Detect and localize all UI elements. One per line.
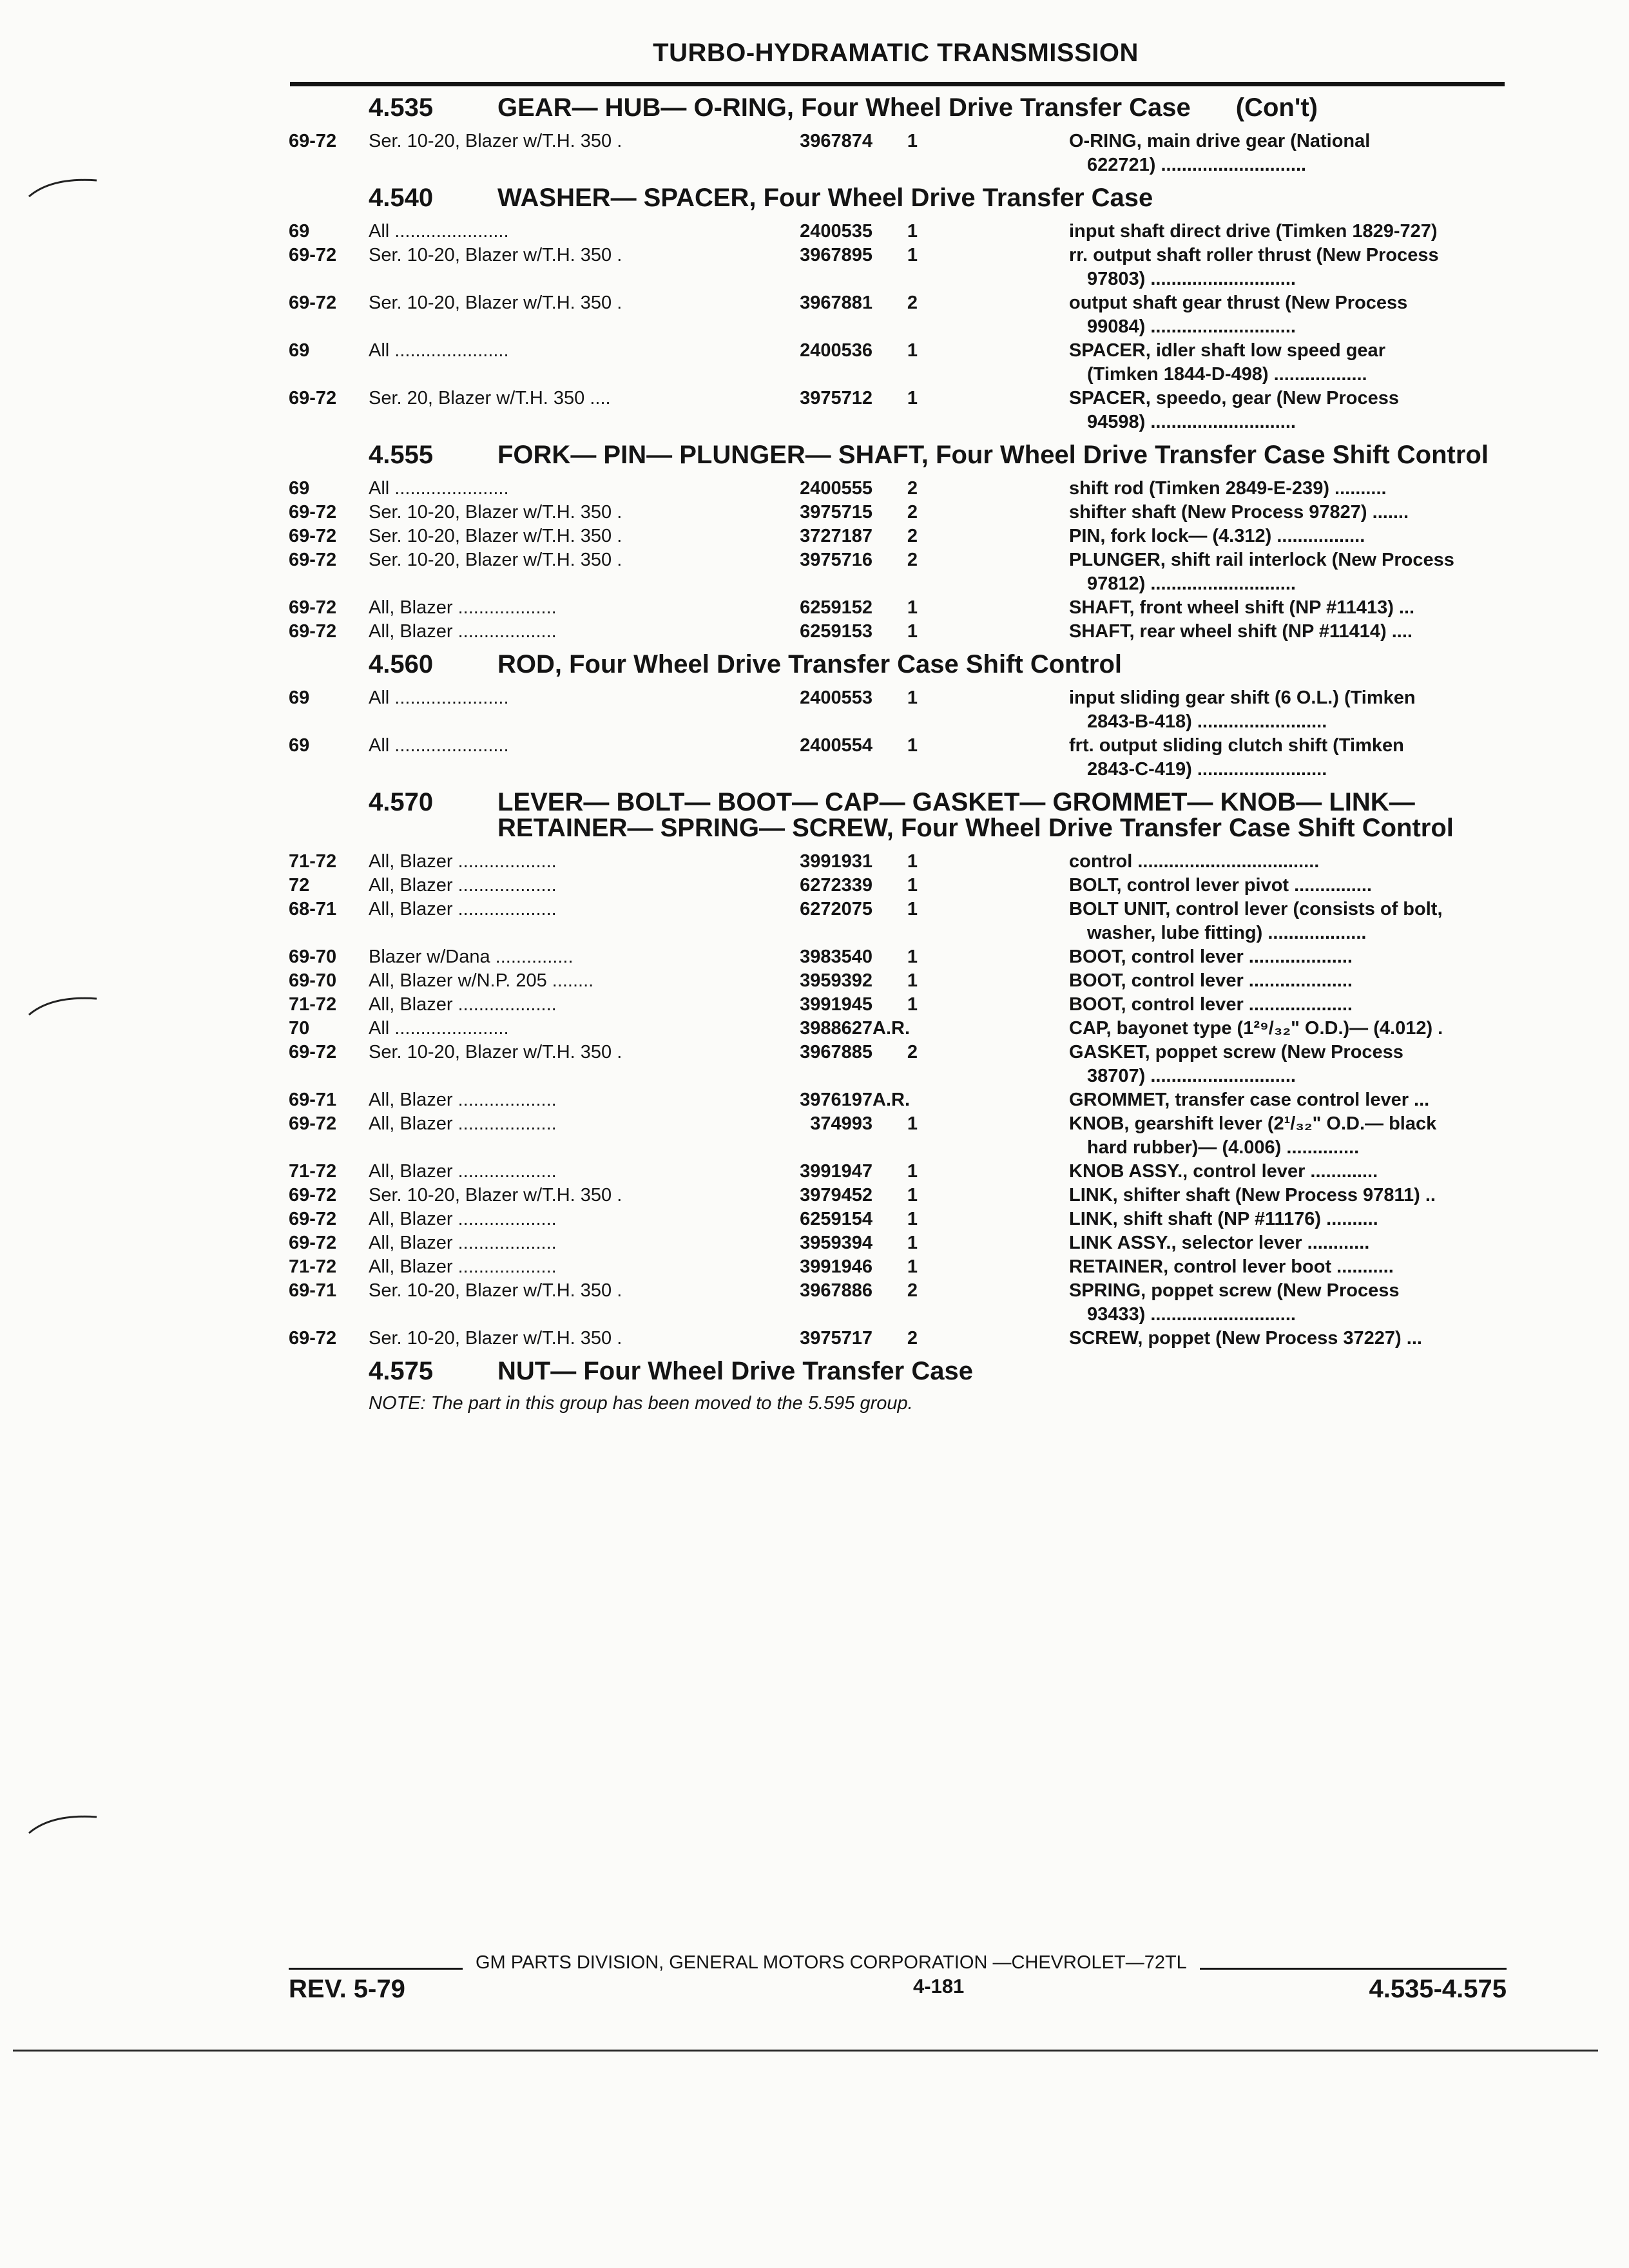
section-heading — [289, 789, 1507, 841]
quantity: 1 — [907, 597, 918, 618]
model-years: 69-72 — [289, 1328, 337, 1349]
part-number: 3975716 — [800, 550, 872, 570]
part-description: SHAFT, front wheel shift (NP #11413) ... — [1069, 597, 1415, 618]
table-row — [289, 1327, 1507, 1350]
table-row — [289, 1231, 1507, 1255]
quantity: 2 — [907, 1328, 918, 1349]
model-years: 69-72 — [289, 293, 337, 313]
part-description: SPACER, idler shaft low speed gear — [1069, 340, 1385, 361]
part-description: control ................................... — [1069, 851, 1320, 872]
quantity: 1 — [907, 1113, 918, 1134]
application: Ser. 10-20, Blazer w/T.H. 350 . — [369, 502, 622, 523]
revision-label: REV. 5-79 — [289, 1975, 405, 2003]
table-row — [289, 596, 1507, 620]
part-number: 6272075 — [800, 899, 872, 919]
quantity: 2 — [907, 293, 918, 313]
footer-rule-left — [289, 1968, 463, 1970]
part-number: 2400536 — [800, 340, 872, 361]
section-note: NOTE: The part in this group has been moved to the 5.595 group. — [369, 1393, 913, 1414]
scan-mark — [26, 1804, 103, 1843]
part-description: PLUNGER, shift rail interlock (New Process — [1069, 550, 1454, 570]
application: All, Blazer ................... — [369, 1161, 557, 1182]
application: All ...................... — [369, 687, 509, 708]
quantity: A.R. — [872, 1090, 910, 1110]
section-number: 4.540 — [369, 184, 434, 212]
part-description: 99084) ............................ — [1087, 316, 1296, 337]
quantity: 1 — [907, 245, 918, 265]
page-bottom-rule — [13, 2050, 1598, 2052]
quantity: 1 — [907, 1185, 918, 1206]
part-description: 2843-C-419) ......................... — [1087, 759, 1327, 780]
quantity: 2 — [907, 526, 918, 546]
section-title: LEVER— BOLT— BOOT— CAP— GASKET— GROMMET— KNOB— LINK— RETAINER— SPRING— SCREW, Four Wheel Drive Transfer Case Shift Control — [497, 788, 1454, 842]
application: All, Blazer ................... — [369, 1256, 557, 1277]
application: All ...................... — [369, 735, 509, 756]
application: All, Blazer ................... — [369, 875, 557, 896]
section-title: GEAR— HUB— O-RING, Four Wheel Drive Transfer Case (Con't) — [497, 93, 1318, 122]
quantity: 1 — [907, 340, 918, 361]
application: Ser. 10-20, Blazer w/T.H. 350 . — [369, 1280, 622, 1301]
part-description: O-RING, main drive gear (National — [1069, 131, 1371, 151]
part-description: 38707) ............................ — [1087, 1066, 1296, 1086]
part-number: 3991931 — [800, 851, 872, 872]
quantity: 2 — [907, 550, 918, 570]
section-title: WASHER— SPACER, Four Wheel Drive Transfer Case — [497, 184, 1153, 212]
model-years: 70 — [289, 1018, 310, 1039]
application: Ser. 10-20, Blazer w/T.H. 350 . — [369, 1185, 622, 1206]
page-number: 4-181 — [913, 1975, 965, 1997]
application: Ser. 10-20, Blazer w/T.H. 350 . — [369, 526, 622, 546]
part-number: 3988627 — [800, 1018, 872, 1039]
model-years: 69-72 — [289, 245, 337, 265]
model-years: 71-72 — [289, 851, 337, 872]
part-number: 3967895 — [800, 245, 872, 265]
part-description: 97803) ............................ — [1087, 269, 1296, 289]
scan-mark — [26, 989, 103, 1028]
part-number: 6272339 — [800, 875, 872, 896]
table-row — [289, 1017, 1507, 1041]
continued-label: (Con't) — [1235, 93, 1318, 122]
part-description: 93433) ............................ — [1087, 1304, 1296, 1325]
section-heading — [289, 651, 1507, 677]
part-description: KNOB, gearshift lever (2¹/₃₂" O.D.— black — [1069, 1113, 1437, 1134]
group-range: 4.535-4.575 — [1369, 1975, 1507, 2003]
part-number: 2400554 — [800, 735, 872, 756]
part-description: LINK, shifter shaft (New Process 97811) .. — [1069, 1185, 1436, 1206]
model-years: 69-72 — [289, 502, 337, 523]
part-number: 3959392 — [800, 970, 872, 991]
table-row — [289, 1184, 1507, 1207]
section-number: 4.555 — [369, 441, 434, 469]
application: All, Blazer ................... — [369, 621, 557, 642]
part-number: 3983540 — [800, 947, 872, 967]
section-number: 4.535 — [369, 93, 434, 122]
quantity: 2 — [907, 502, 918, 523]
application: All, Blazer ................... — [369, 597, 557, 618]
application: All, Blazer ................... — [369, 1113, 557, 1134]
model-years: 69-72 — [289, 1209, 337, 1229]
table-row — [289, 898, 1507, 945]
quantity: A.R. — [872, 1018, 910, 1039]
table-row — [289, 1279, 1507, 1327]
application: All, Blazer ................... — [369, 851, 557, 872]
model-years: 69-72 — [289, 597, 337, 618]
table-row — [289, 1160, 1507, 1184]
quantity: 1 — [907, 131, 918, 151]
part-description: KNOB ASSY., control lever ............. — [1069, 1161, 1378, 1182]
table-row — [289, 387, 1507, 434]
table-row — [289, 1088, 1507, 1112]
part-description: input shaft direct drive (Timken 1829-727) — [1069, 221, 1438, 242]
application: All ...................... — [369, 340, 509, 361]
table-row — [289, 130, 1507, 177]
part-description: PIN, fork lock— (4.312) ................. — [1069, 526, 1365, 546]
model-years: 69-72 — [289, 1185, 337, 1206]
application: All, Blazer w/N.P. 205 ........ — [369, 970, 594, 991]
application: All, Blazer ................... — [369, 1233, 557, 1253]
quantity: 1 — [907, 994, 918, 1015]
model-years: 69-72 — [289, 1113, 337, 1134]
quantity: 1 — [907, 899, 918, 919]
part-number: 3727187 — [800, 526, 872, 546]
quantity: 1 — [907, 621, 918, 642]
table-row — [289, 945, 1507, 969]
application: Ser. 10-20, Blazer w/T.H. 350 . — [369, 550, 622, 570]
model-years: 69 — [289, 340, 310, 361]
table-row — [289, 850, 1507, 874]
model-years: 69-72 — [289, 1042, 337, 1062]
part-number: 3975712 — [800, 388, 872, 408]
part-description: shifter shaft (New Process 97827) ....... — [1069, 502, 1409, 523]
application: All, Blazer ................... — [369, 994, 557, 1015]
part-number: 2400555 — [800, 478, 872, 499]
part-number: 3975717 — [800, 1328, 872, 1349]
part-description: LINK ASSY., selector lever ............ — [1069, 1233, 1370, 1253]
part-description: BOOT, control lever .................... — [1069, 947, 1353, 967]
part-description: SPACER, speedo, gear (New Process — [1069, 388, 1399, 408]
table-row — [289, 524, 1507, 548]
part-number: 3991945 — [800, 994, 872, 1015]
quantity: 1 — [907, 1256, 918, 1277]
section-number: 4.560 — [369, 650, 434, 678]
section-heading — [289, 95, 1507, 120]
part-description: BOOT, control lever .................... — [1069, 994, 1353, 1015]
model-years: 69-72 — [289, 388, 337, 408]
table-row — [289, 993, 1507, 1017]
part-number: 3991946 — [800, 1256, 872, 1277]
model-years: 69 — [289, 478, 310, 499]
quantity: 1 — [907, 221, 918, 242]
part-number: 3976197 — [800, 1090, 872, 1110]
model-years: 69-70 — [289, 947, 337, 967]
part-description: SPRING, poppet screw (New Process — [1069, 1280, 1400, 1301]
section-number: 4.575 — [369, 1357, 434, 1385]
model-years: 68-71 — [289, 899, 337, 919]
table-row — [289, 339, 1507, 387]
part-number: 6259154 — [800, 1209, 872, 1229]
part-description: GASKET, poppet screw (New Process — [1069, 1042, 1403, 1062]
application: Ser. 10-20, Blazer w/T.H. 350 . — [369, 1328, 622, 1349]
quantity: 1 — [907, 388, 918, 408]
part-description: shift rod (Timken 2849-E-239) .......... — [1069, 478, 1387, 499]
part-number: 2400535 — [800, 221, 872, 242]
header-rule — [290, 82, 1505, 86]
part-description: (Timken 1844-D-498) .................. — [1087, 364, 1367, 385]
application: Ser. 10-20, Blazer w/T.H. 350 . — [369, 245, 622, 265]
part-description: input sliding gear shift (6 O.L.) (Timken — [1069, 687, 1416, 708]
application: All, Blazer ................... — [369, 1209, 557, 1229]
part-number: 3967881 — [800, 293, 872, 313]
table-row — [289, 734, 1507, 782]
table-row — [289, 969, 1507, 993]
model-years: 71-72 — [289, 1256, 337, 1277]
application: All ...................... — [369, 221, 509, 242]
quantity: 1 — [907, 947, 918, 967]
part-number: 3967874 — [800, 131, 872, 151]
table-row — [289, 291, 1507, 339]
quantity: 2 — [907, 478, 918, 499]
part-description: output shaft gear thrust (New Process — [1069, 293, 1408, 313]
part-description: SCREW, poppet (New Process 37227) ... — [1069, 1328, 1422, 1349]
model-years: 69 — [289, 735, 310, 756]
section-title: NUT— Four Wheel Drive Transfer Case — [497, 1357, 973, 1385]
part-number: 6259153 — [800, 621, 872, 642]
application: Ser. 20, Blazer w/T.H. 350 .... — [369, 388, 611, 408]
part-description: 94598) ............................ — [1087, 412, 1296, 432]
application: All ...................... — [369, 478, 509, 499]
application: All, Blazer ................... — [369, 899, 557, 919]
footer-company: GM PARTS DIVISION, GENERAL MOTORS CORPORATION —CHEVROLET—72TL — [476, 1952, 1187, 1973]
part-description: BOLT, control lever pivot ............... — [1069, 875, 1372, 896]
table-row — [289, 220, 1507, 244]
section-heading — [289, 442, 1507, 468]
part-description: BOLT UNIT, control lever (consists of bolt, — [1069, 899, 1443, 919]
section-number: 4.570 — [369, 788, 434, 816]
model-years: 69 — [289, 687, 310, 708]
part-description: 2843-B-418) ......................... — [1087, 711, 1327, 732]
model-years: 69-71 — [289, 1090, 337, 1110]
model-years: 69-72 — [289, 131, 337, 151]
section-title: ROD, Four Wheel Drive Transfer Case Shift Control — [497, 650, 1123, 678]
model-years: 69-72 — [289, 621, 337, 642]
quantity: 1 — [907, 1209, 918, 1229]
page-title: TURBO-HYDRAMATIC TRANSMISSION — [653, 39, 1139, 67]
quantity: 1 — [907, 687, 918, 708]
application: Blazer w/Dana ............... — [369, 947, 574, 967]
quantity: 1 — [907, 1233, 918, 1253]
quantity: 1 — [907, 875, 918, 896]
part-description: frt. output sliding clutch shift (Timken — [1069, 735, 1404, 756]
table-row — [289, 244, 1507, 291]
table-row — [289, 1041, 1507, 1088]
section-heading — [289, 185, 1507, 211]
part-number: 3967886 — [800, 1280, 872, 1301]
part-number: 3979452 — [800, 1185, 872, 1206]
part-description: hard rubber)— (4.006) .............. — [1087, 1137, 1360, 1158]
part-description: rr. output shaft roller thrust (New Process — [1069, 245, 1439, 265]
part-number: 374993 — [810, 1113, 872, 1134]
part-number: 3975715 — [800, 502, 872, 523]
model-years: 69-72 — [289, 526, 337, 546]
table-row — [289, 548, 1507, 596]
application: All ...................... — [369, 1018, 509, 1039]
model-years: 71-72 — [289, 994, 337, 1015]
table-row — [289, 1255, 1507, 1279]
part-description: LINK, shift shaft (NP #11176) .......... — [1069, 1209, 1378, 1229]
table-row — [289, 501, 1507, 524]
quantity: 1 — [907, 970, 918, 991]
quantity: 2 — [907, 1280, 918, 1301]
section-title: FORK— PIN— PLUNGER— SHAFT, Four Wheel Drive Transfer Case Shift Control — [497, 441, 1489, 469]
part-description: washer, lube fitting) ................... — [1087, 923, 1367, 943]
table-row — [289, 1112, 1507, 1160]
part-number: 3967885 — [800, 1042, 872, 1062]
page-footer — [289, 1952, 1507, 2004]
table-row — [289, 874, 1507, 898]
model-years: 71-72 — [289, 1161, 337, 1182]
quantity: 2 — [907, 1042, 918, 1062]
quantity: 1 — [907, 735, 918, 756]
part-description: CAP, bayonet type (1²⁹/₃₂" O.D.)— (4.012) . — [1069, 1018, 1443, 1039]
part-description: 97812) ............................ — [1087, 573, 1296, 594]
model-years: 69-71 — [289, 1280, 337, 1301]
model-years: 69 — [289, 221, 310, 242]
part-number: 6259152 — [800, 597, 872, 618]
scan-mark — [26, 171, 103, 209]
part-number: 3991947 — [800, 1161, 872, 1182]
part-number: 2400553 — [800, 687, 872, 708]
table-row — [289, 686, 1507, 734]
parts-listing — [289, 87, 1507, 1414]
application: Ser. 10-20, Blazer w/T.H. 350 . — [369, 1042, 622, 1062]
model-years: 69-72 — [289, 550, 337, 570]
quantity: 1 — [907, 1161, 918, 1182]
quantity: 1 — [907, 851, 918, 872]
application: All, Blazer ................... — [369, 1090, 557, 1110]
application: Ser. 10-20, Blazer w/T.H. 350 . — [369, 293, 622, 313]
model-years: 69-70 — [289, 970, 337, 991]
part-description: GROMMET, transfer case control lever ... — [1069, 1090, 1430, 1110]
section-heading — [289, 1358, 1507, 1384]
part-description: 622721) ............................ — [1087, 155, 1307, 175]
part-number: 3959394 — [800, 1233, 872, 1253]
model-years: 72 — [289, 875, 310, 896]
application: Ser. 10-20, Blazer w/T.H. 350 . — [369, 131, 622, 151]
part-description: SHAFT, rear wheel shift (NP #11414) .... — [1069, 621, 1412, 642]
table-row — [289, 477, 1507, 501]
table-row — [289, 1207, 1507, 1231]
part-description: BOOT, control lever .................... — [1069, 970, 1353, 991]
model-years: 69-72 — [289, 1233, 337, 1253]
table-row — [289, 620, 1507, 644]
footer-rule-right — [1200, 1968, 1507, 1970]
part-description: RETAINER, control lever boot ........... — [1069, 1256, 1394, 1277]
